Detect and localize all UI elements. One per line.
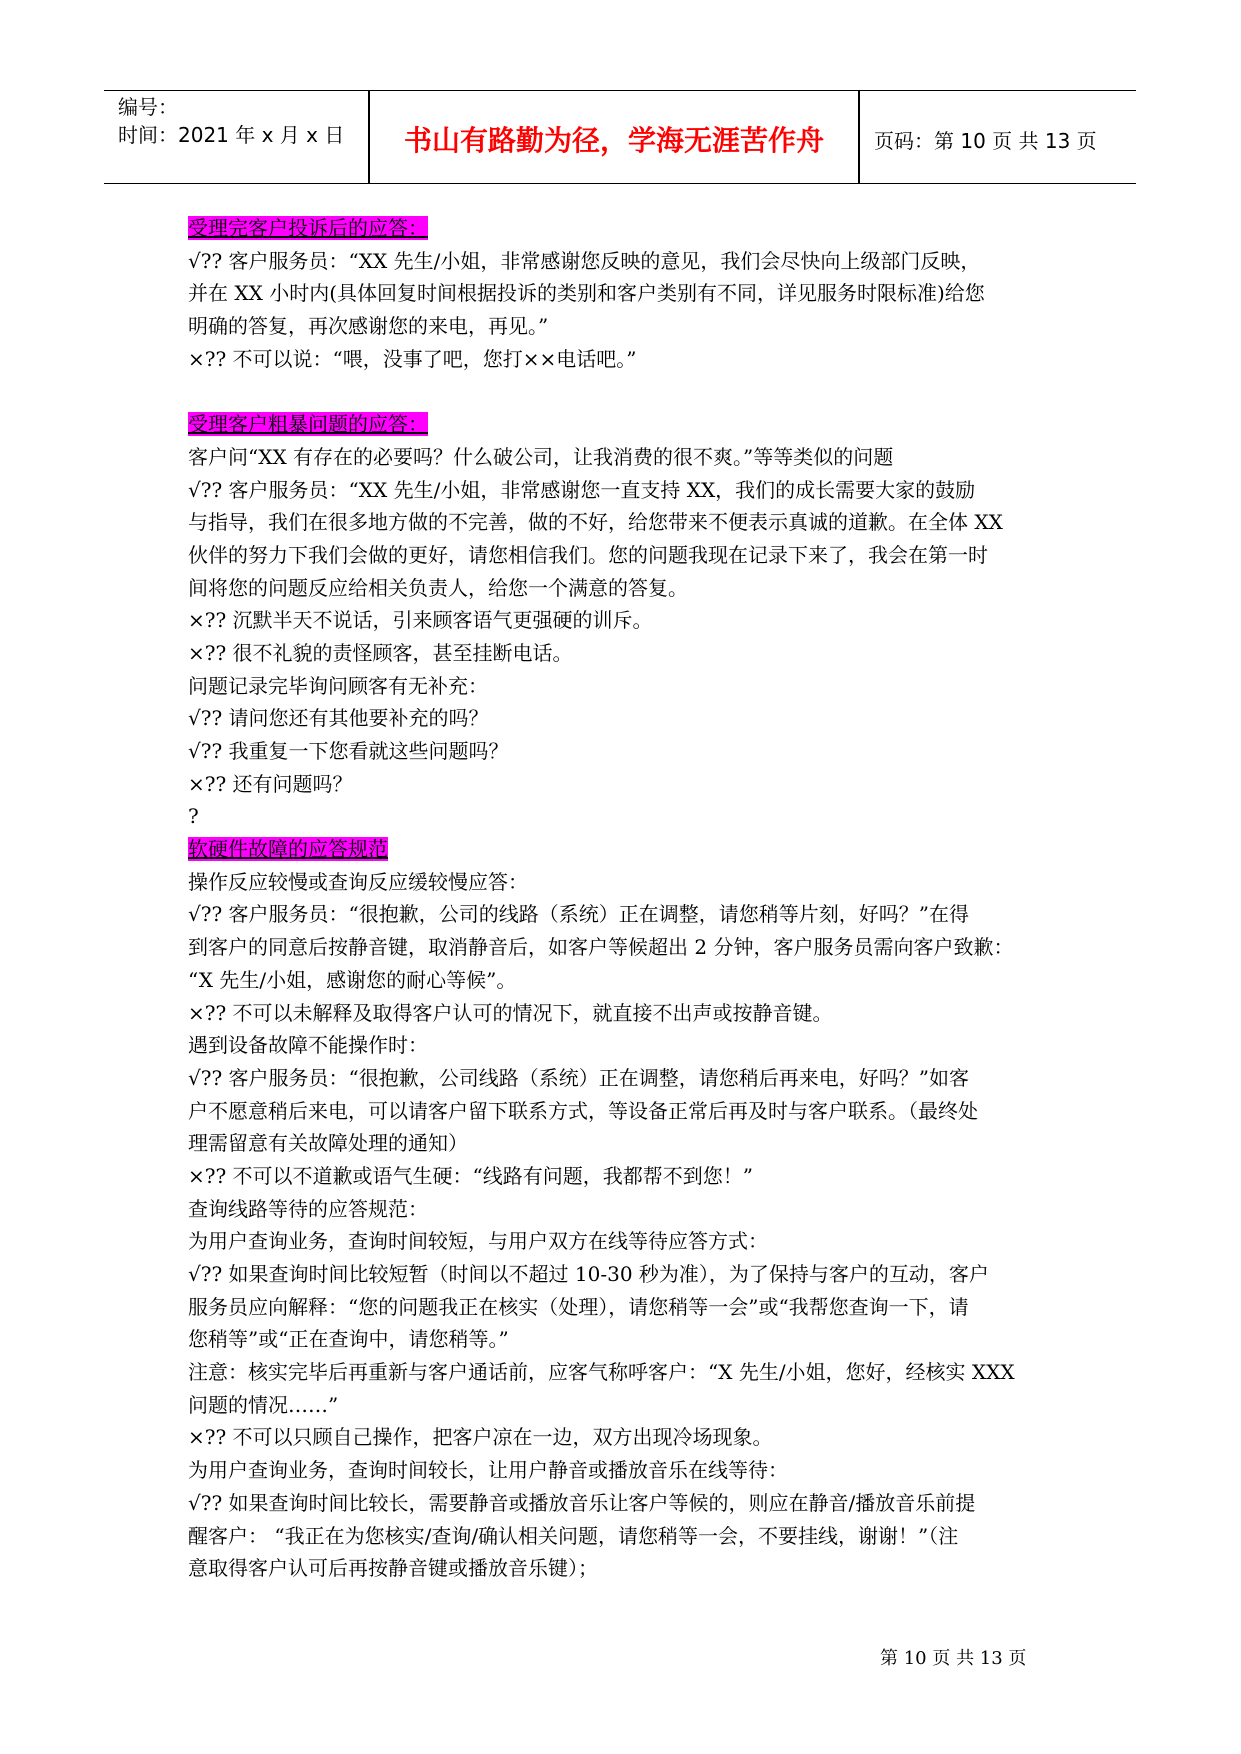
text-line: ×?? 很不礼貌的责怪顾客，甚至挂断电话。 xyxy=(188,640,573,665)
text-line: 与指导，我们在很多地方做的不完善，做的不好，给您带来不便表示真诚的道歉。在全体 XX xyxy=(188,510,1003,535)
text-line: “X 先生/小姐，感谢您的耐心等候”。 xyxy=(188,967,517,992)
text-line: 注意：核实完毕后再重新与客户通话前，应客气称呼客户：“X 先生/小姐，您好，经核实 XXX xyxy=(188,1360,1015,1385)
text-line xyxy=(188,375,1068,408)
text-line: √?? 我重复一下您看就这些问题吗？ xyxy=(188,739,509,763)
text-line: ×?? 不可以未解释及取得客户认可的情况下，就直接不出声或按静音键。 xyxy=(188,1000,833,1025)
page-footer: 第 10 页 共 13 页 xyxy=(880,1648,1027,1669)
text-line: 操作反应较慢或查询反应缓较慢应答： xyxy=(188,869,528,894)
text-line: ×?? 还有问题吗？ xyxy=(188,771,353,796)
document-body xyxy=(188,212,1068,1585)
text-line: √?? 如果查询时间比较短暂（时间以不超过 10-30 秒为准），为了保持与客户的互动，客户 xyxy=(188,1262,989,1286)
text-line: 问题记录完毕询问顾客有无补充： xyxy=(188,673,488,698)
text-line: ×?? 不可以说：“喂，没事了吧，您打××电话吧。” xyxy=(188,346,637,371)
text-line: √?? 客户服务员：“XX 先生/小姐，非常感谢您反映的意见，我们会尽快向上级部门反映， xyxy=(188,248,981,273)
text-line: √?? 客户服务员：“XX 先生/小姐，非常感谢您一直支持 XX，我们的成长需要大家的鼓励 xyxy=(188,477,976,502)
header-page-info: 页码：第 10 页 共 13 页 xyxy=(874,129,1097,153)
text-line: 理需留意有关故障处理的通知） xyxy=(188,1131,468,1156)
text-line: 意取得客户认可后再按静音键或播放音乐键）； xyxy=(188,1556,598,1581)
text-line: 为用户查询业务，查询时间较长，让用户静音或播放音乐在线等待： xyxy=(188,1458,788,1483)
header-motto: 书山有路勤为径，学海无涯苦作舟 xyxy=(403,124,824,157)
text-line: 您稍等”或“正在查询中，请您稍等。” xyxy=(188,1327,509,1352)
text-line: 户不愿意稍后来电，可以请客户留下联系方式，等设备正常后再及时与客户联系。（最终处 xyxy=(188,1098,978,1123)
text-line: 服务员应向解释：“您的问题我正在核实（处理），请您稍等一会”或“我帮您查询一下，请 xyxy=(188,1294,969,1319)
header-divider-right xyxy=(858,91,860,183)
page-header xyxy=(104,90,1136,184)
text-line: 遇到设备故障不能操作时： xyxy=(188,1033,428,1058)
text-line: ? xyxy=(188,804,199,829)
text-line: 到客户的同意后按静音键，取消静音后，如客户等候超出 2 分钟，客户服务员需向客户致歉： xyxy=(188,935,1014,960)
text-line: √?? 客户服务员：“很抱歉，公司的线路（系统）正在调整，请您稍等片刻，好吗？”在得 xyxy=(188,902,969,927)
text-line: √?? 请问您还有其他要补充的吗？ xyxy=(188,706,489,731)
text-line: 并在 XX 小时内(具体回复时间根据投诉的类别和客户类别有不同，详见服务时限标准)给您 xyxy=(188,281,985,306)
section-heading xyxy=(188,833,1068,866)
highlighted-heading-text: 受理完客户投诉后的应答： xyxy=(188,216,428,240)
text-line: √?? 客户服务员：“很抱歉，公司线路（系统）正在调整，请您稍后再来电，好吗？”如客 xyxy=(188,1065,969,1090)
text-line: 伙伴的努力下我们会做的更好，请您相信我们。您的问题我现在记录下来了，我会在第一时 xyxy=(188,542,988,567)
text-line: 醒客户： “我正在为您核实/查询/确认相关问题，请您稍等一会，不要挂线，谢谢！”（注 xyxy=(188,1523,959,1548)
text-line: 查询线路等待的应答规范： xyxy=(188,1196,428,1221)
text-line: √?? 如果查询时间比较长，需要静音或播放音乐让客户等候的，则应在静音/播放音乐前提 xyxy=(188,1490,976,1515)
text-line: 问题的情况……” xyxy=(188,1392,339,1417)
section-heading xyxy=(188,212,1068,245)
document-number-label: 编号： xyxy=(118,95,178,119)
highlighted-heading-text: 受理客户粗暴问题的应答： xyxy=(188,412,428,437)
text-line: ×?? 不可以只顾自己操作，把客户凉在一边，双方出现冷场现象。 xyxy=(188,1425,773,1450)
text-line: 间将您的问题反应给相关负责人，给您一个满意的答复。 xyxy=(188,575,688,600)
text-line: ×?? 不可以不道歉或语气生硬：“线路有问题，我都帮不到您！” xyxy=(188,1163,754,1188)
text-line: 为用户查询业务，查询时间较短，与用户双方在线等待应答方式： xyxy=(188,1229,768,1254)
text-line: 明确的答复，再次感谢您的来电，再见。” xyxy=(188,314,549,339)
text-line: 客户问“XX 有存在的必要吗？什么破公司，让我消费的很不爽。”等等类似的问题 xyxy=(188,444,894,469)
text-line: ×?? 沉默半天不说话，引来顾客语气更强硬的训斥。 xyxy=(188,608,653,633)
highlighted-heading-text: 软硬件故障的应答规范 xyxy=(188,837,388,862)
document-time-label: 时间：2021 年 x 月 x 日 xyxy=(118,123,345,147)
section-heading xyxy=(188,408,1068,441)
